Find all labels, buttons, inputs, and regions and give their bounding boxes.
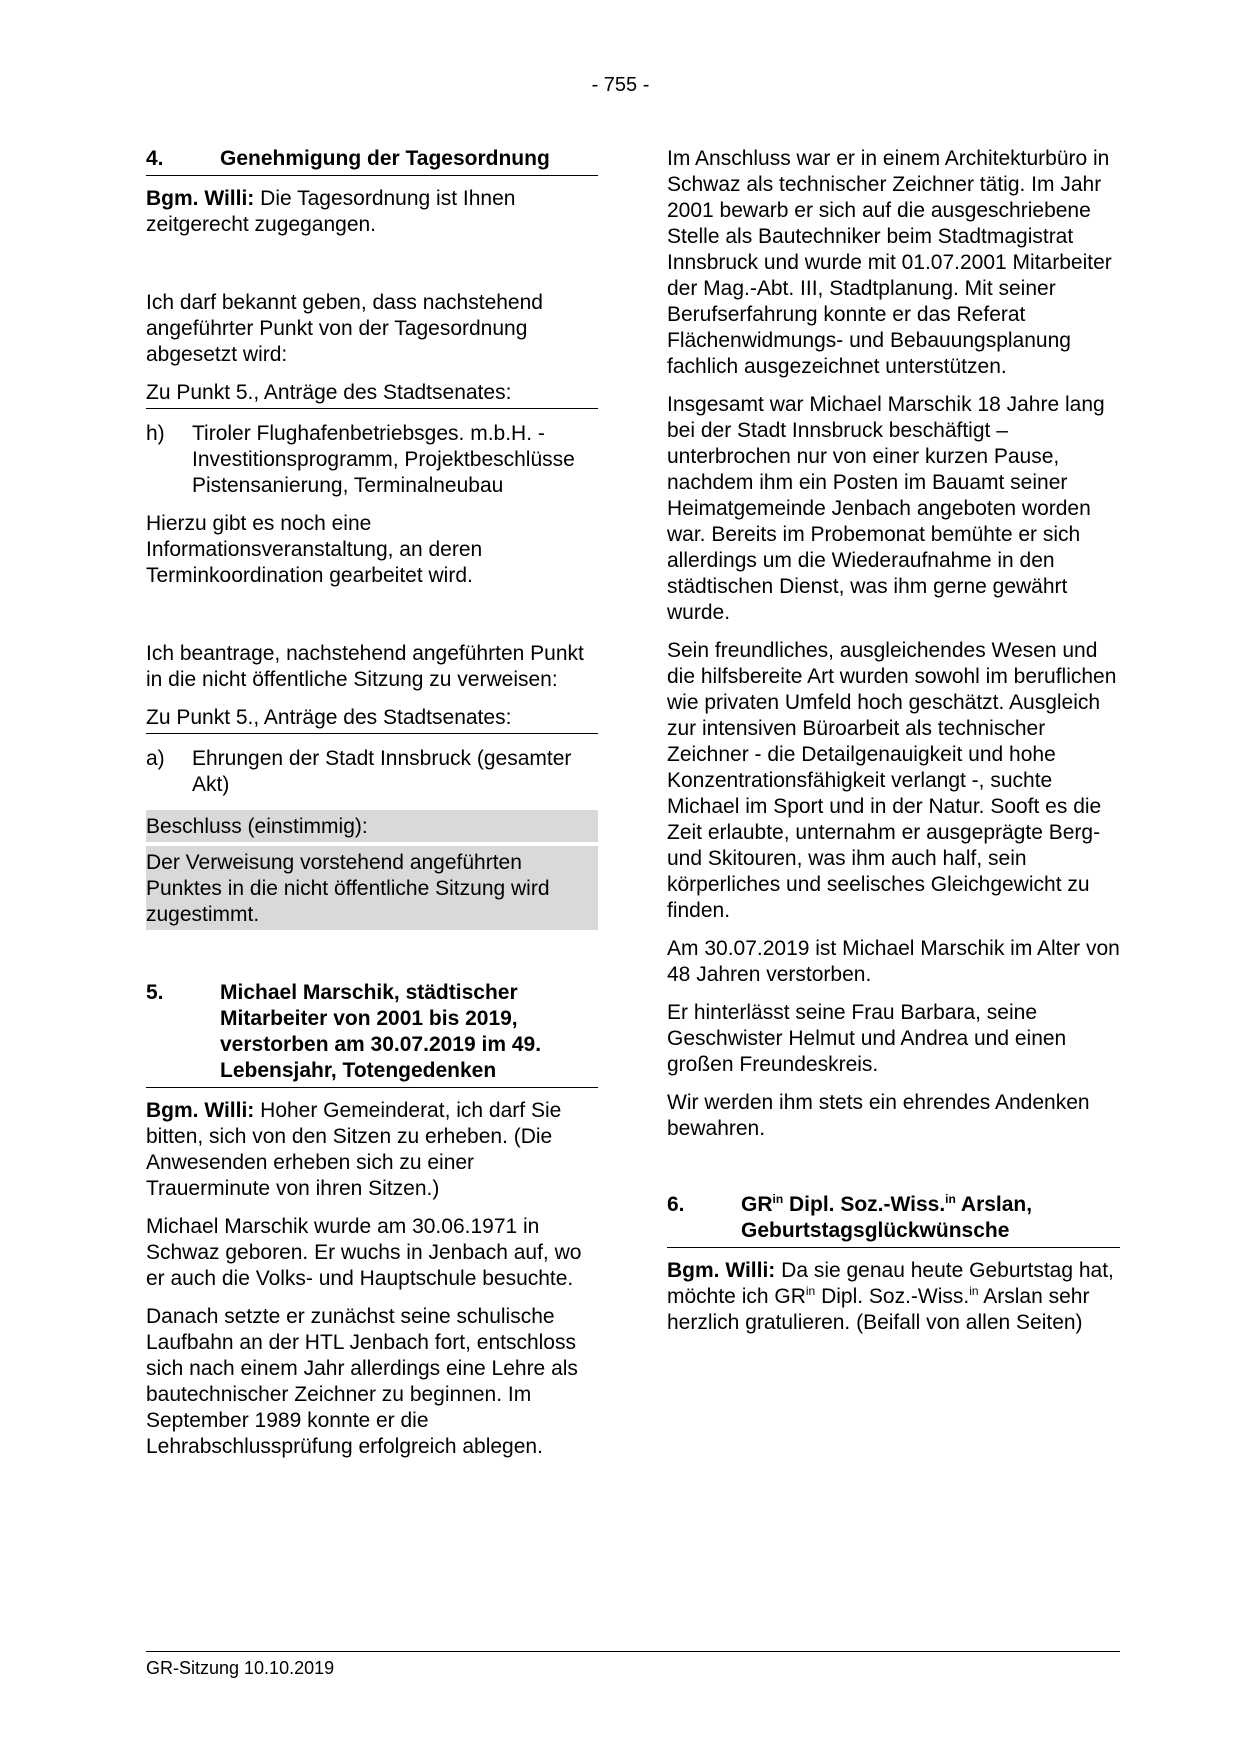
list-item-h-text: Tiroler Flughafenbetriebsges. m.b.H. - Investitionsprogramm, Projektbeschlüsse Pistensanierung, Terminalneubau [192,422,575,497]
speaker-label: Bgm. Willi: [667,1259,776,1282]
paragraph-employment: Insgesamt war Michael Marschik 18 Jahre lang bei der Stadt Innsbruck beschäftigt – unterbrochen nur von einer kurzen Pause, nachdem ihm ein Posten im Bauamt seiner Heimatgemeinde Jenbach angeboten worden war. Bereits im Probemonat bemühte er sich allerdings um die Wiederaufnahme in den städtischen Dienst, was ihm gerne gewährt wurde. [667,393,1105,624]
paragraph-family: Er hinterlässt seine Frau Barbara, seine Geschwister Helmut und Andrea und einen großen Freundeskreis. [667,1001,1067,1076]
section-5-title: Michael Marschik, städtischer Mitarbeiter von 2001 bis 2019, verstorben am 30.07.2019 im 49. Lebensjahr, Totengedenken [220,981,542,1082]
section-4-title: Genehmigung der Tagesordnung [220,147,550,170]
speaker-label: Bgm. Willi: [146,187,255,210]
left-column [146,146,598,1472]
list-item-a-label: a) [146,747,165,770]
speaker-label: Bgm. Willi: [146,1099,255,1122]
list-item-h [146,421,598,499]
resolution-box [146,810,598,930]
paragraph-refer-request: Ich beantrage, nachstehend angeführten Punkt in die nicht öffentliche Sitzung zu verweisen: [146,642,584,691]
subheading-senate-2: Zu Punkt 5., Anträge des Stadtsenates: [146,705,598,734]
agenda-text: Die Tagesordnung ist Ihnen zeitgerecht zugegangen. [146,187,516,236]
section-5-heading [146,980,598,1088]
paragraph-stand-up [146,1098,598,1202]
paragraph-death: Am 30.07.2019 ist Michael Marschik im Alter von 48 Jahren verstorben. [667,937,1120,986]
list-item-a-text: Ehrungen der Stadt Innsbruck (gesamter Akt) [192,747,572,796]
paragraph-character: Sein freundliches, ausgleichendes Wesen und die hilfsbereite Art wurden sowohl im beruflichen wie privaten Umfeld hoch geschätzt. Ausgleich zur intensiven Büroarbeit als technischer Zeichner - die Detailgenauigkeit und hohe Konzentrationsfähigkeit verlangt -, suchte Michael im Sport und in der Natur. Sooft es die Zeit erlaubte, unternahm er ausgeprägte Berg- und Skitouren, was ihm auch half, sein körperliches und seelisches Gleichgewicht zu finden. [667,639,1117,922]
right-column [667,146,1120,1348]
section-6-title: $GR^{in}$ Dipl. Soz.-Wiss.$^{in}$ Arslan, Geburtstagsglückwünsche [741,1192,1033,1242]
paragraph-memory: Wir werden ihm stets ein ehrendes Andenken bewahren. [667,1091,1090,1140]
resolution-label: Beschluss (einstimmig): [146,815,368,838]
list-item-a [146,746,598,798]
section-5-number: 5. [146,981,164,1004]
page-number: - 755 - [591,74,650,96]
paragraph-removed-item: Ich darf bekannt geben, dass nachstehend angeführter Punkt von der Tagesordnung abgesetzt wird: [146,291,543,366]
paragraph-career: Im Anschluss war er in einem Architekturbüro in Schwaz als technischer Zeichner tätig. Im Jahr 2001 bewarb er sich auf die ausgeschriebene Stelle als Bautechniker beim Stadtmagistrat Innsbruck und wurde mit 01.07.2001 Mitarbeiter der Mag.-Abt. III, Stadtplanung. Mit seiner Berufserfahrung konnte er das Referat Flächenwidmungs- und Bebauungsplanung fachlich ausgezeichnet unterstützen. [667,147,1112,378]
paragraph-education: Danach setzte er zunächst seine schulische Laufbahn an der HTL Jenbach fort, entschloss sich nach einem Jahr allerdings eine Lehre als bautechnischer Zeichner zu beginnen. Im September 1989 konnte er die Lehrabschlussprüfung erfolgreich ablegen. [146,1305,578,1458]
page-footer: GR-Sitzung 10.10.2019 [146,1651,1120,1679]
resolution-text: Der Verweisung vorstehend angeführten Punktes in die nicht öffentliche Sitzung wird zugestimmt. [146,842,598,930]
section-6-number: 6. [667,1193,685,1216]
paragraph-agenda [146,186,598,238]
paragraph-info-event: Hierzu gibt es noch eine Informationsveranstaltung, an deren Terminkoordination gearbeitet wird. [146,512,483,587]
paragraph-birthday: Bgm. Willi: Da sie genau heute Geburtstag hat, möchte ich $GR^{in}$ Dipl. Soz.-Wiss.$^{in}$ Arslan sehr herzlich gratulieren. (Beifall von allen Seiten) [667,1259,1114,1334]
stand-up-text: Hoher Gemeinderat, ich darf Sie bitten, sich von den Sitzen zu erheben. (Die Anwesenden erheben sich zu einer Trauerminute von ihren Sitzen.) [146,1099,562,1200]
section-4-heading [146,146,598,176]
subheading-senate-1: Zu Punkt 5., Anträge des Stadtsenates: [146,380,598,409]
section-4-number: 4. [146,147,164,170]
paragraph-birth: Michael Marschik wurde am 30.06.1971 in Schwaz geboren. Er wuchs in Jenbach auf, wo er auch die Volks- und Hauptschule besuchte. [146,1215,582,1290]
section-6-heading [667,1192,1120,1248]
list-item-h-label: h) [146,422,165,445]
